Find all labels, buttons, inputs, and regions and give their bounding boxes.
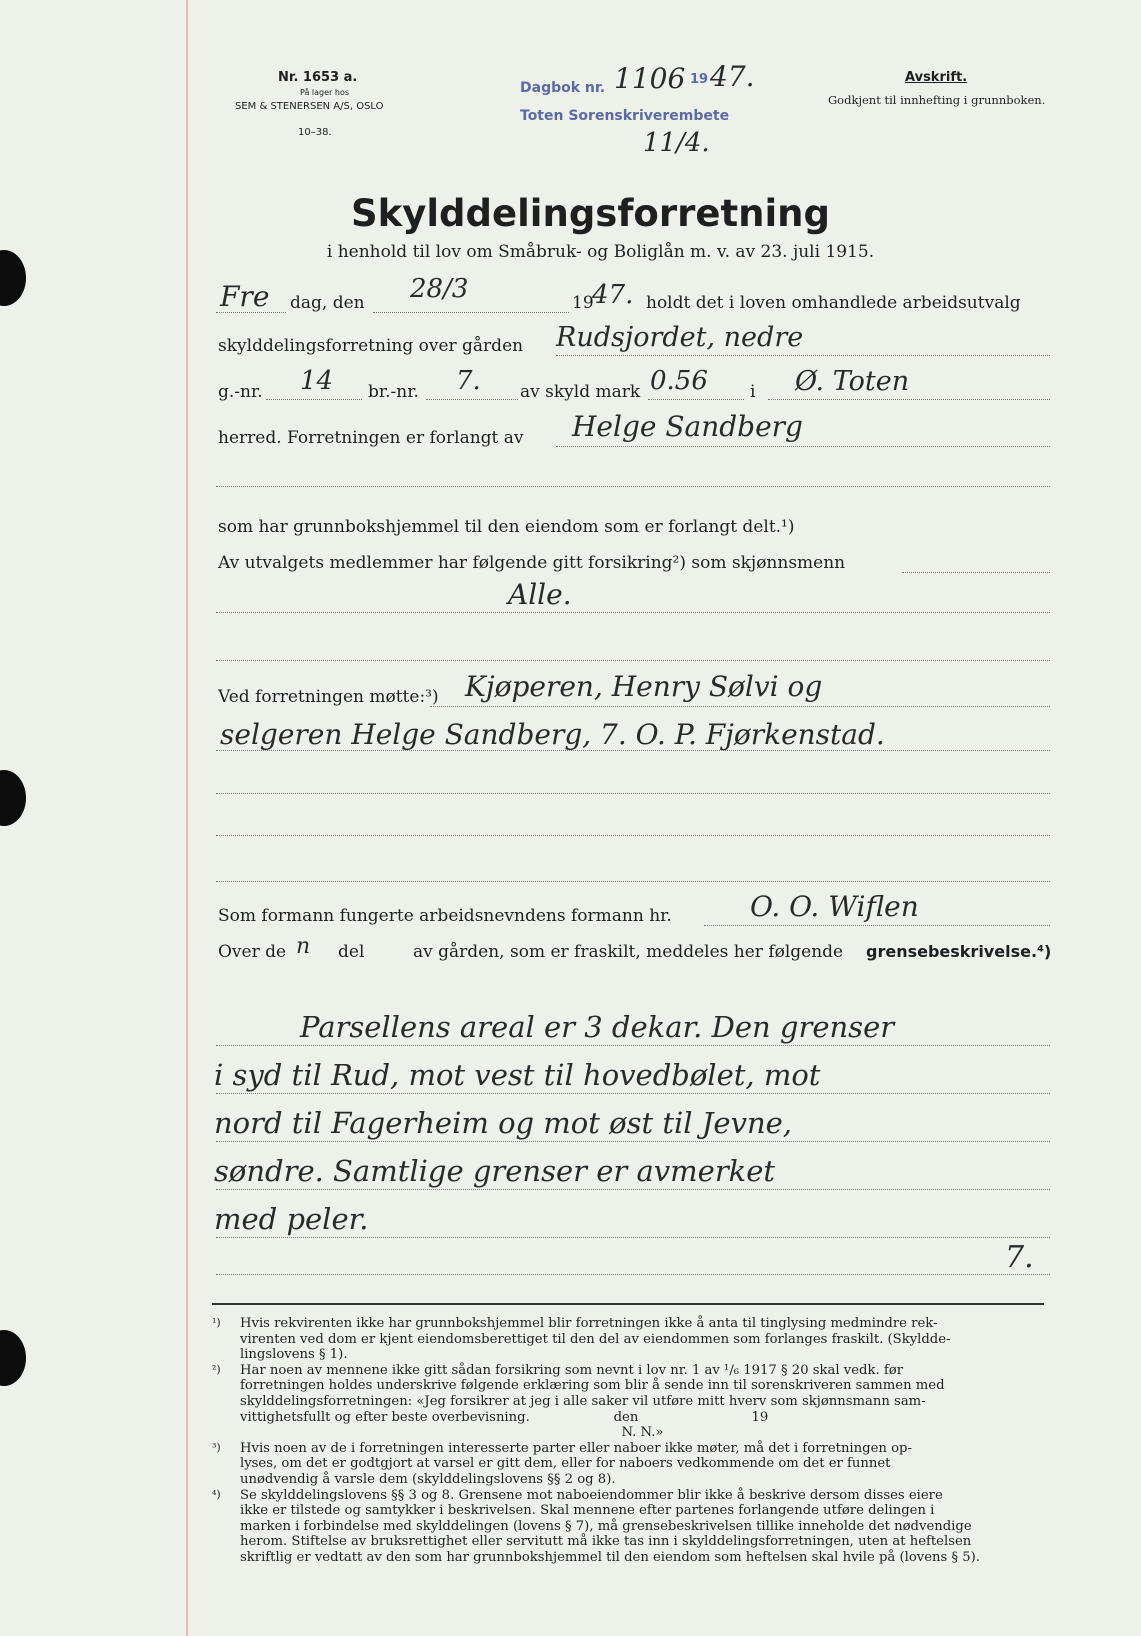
footnote-line: virenten ved dom er kjent eiendomsberettiget til den del av eiendommen som forlanges fraskilt. (Skyldde- (240, 1331, 951, 1347)
footnote-rule (212, 1303, 1044, 1305)
label-forlangt-av: herred. Forretningen er forlangt av (218, 428, 524, 448)
footnote-line: N. N.» (240, 1425, 664, 1441)
label-skyld-mark: av skyld mark (520, 382, 641, 402)
avskrift-label: Avskrift. (905, 70, 968, 85)
date-code: 10–38. (298, 127, 332, 138)
label-gnr: g.-nr. (218, 382, 263, 402)
label-over-de: Over de (218, 942, 287, 962)
hw-del: n (296, 934, 311, 959)
footnote-line: marken i forbindelse med skylddelingen (lovens § 7), må grensebeskrivelsen tillike inneholde det nødvendige (240, 1518, 972, 1534)
hw-date: 28/3 (410, 274, 469, 304)
form-number: Nr. 1653 a. (278, 70, 358, 85)
hw-gnr: 14 (300, 366, 334, 396)
hw-requester: Helge Sandberg (572, 410, 803, 443)
text-utvalgets-medlemmer: Av utvalgets medlemmer har følgende gitt forsikring²) som skjønnsmenn (218, 553, 846, 573)
publisher-line2: SEM & STENERSEN A/S, OSLO (235, 101, 384, 112)
footnote-1 (212, 1316, 1052, 1363)
stamp-year-prefix: 19 (690, 72, 709, 87)
hw-skyld: 0.56 (650, 366, 708, 396)
footnote-line: skylddelingsforretningen: «Jeg forsikrer at jeg i alle saker vil utføre mitt hverv som skjønnsmann sam- (240, 1393, 926, 1409)
hw-description-line: nord til Fagerheim og mot øst til Jevne, (214, 1106, 793, 1140)
hw-description-line: i syd til Rud, mot vest til hovedbølet, mot (214, 1058, 821, 1092)
footnote-2 (212, 1363, 1052, 1441)
footnote-line: lyses, om det er godtgjort at varsel er gitt dem, eller for naboers vedkommende om det er funnet (240, 1456, 891, 1472)
label-year-prefix: 19 (572, 293, 594, 313)
footnote-line: herom. Stiftelse av bruksrettighet eller servitutt må ikke tas inn i skylddelingsforretningen, uten at heftelsen (240, 1534, 972, 1550)
text-grunnbokshjemmel: som har grunnbokshjemmel til den eiendom som er forlangt delt.¹) (218, 517, 795, 537)
stamp-office: Toten Sorenskriverembete (520, 108, 730, 124)
footnote-line: ikke er tilstede og samtykker i beskrivelsen. Skal mennene efter partenes forlangende utføre delingen i (240, 1503, 935, 1519)
hw-attendees-1: Kjøperen, Henry Sølvi og (465, 670, 823, 703)
footnote-line: skriftlig er vedtatt av den som har grunnbokshjemmel til den eiendom som heftelsen skal hvile på (lovens § 5). (240, 1549, 980, 1565)
label-av-garden: av gården, som er fraskilt, meddeles her følgende (413, 942, 844, 962)
footnote-line: forretningen holdes underskrive følgende erklæring som blir å sende inn til sorenskriveren sammen med (240, 1378, 945, 1394)
footnote-4 (212, 1488, 1052, 1566)
stamp-date: 11/4. (643, 128, 710, 158)
footnote-3 (212, 1441, 1052, 1488)
hw-place: Ø. Toten (795, 366, 910, 397)
punch-hole (0, 1330, 26, 1386)
label-del: del (338, 942, 365, 962)
hw-formann: O. O. Wiflen (750, 890, 919, 923)
label-i: i (750, 382, 756, 402)
footnote-line: Har noen av mennene ikke gitt sådan forsikring som nevnt i lov nr. 1 av ¹/₆ 1917 § 20 skal vedk. før (240, 1362, 903, 1378)
hw-alle: Alle. (508, 578, 572, 611)
hw-bnr: 7. (456, 366, 481, 396)
punch-hole (0, 770, 26, 826)
footnote-line: Se skylddelingslovens §§ 3 og 8. Grensene mot naboeiendommer blir ikke å beskrive dersom disses eiere (240, 1487, 943, 1503)
hw-description-line: med peler. (214, 1202, 369, 1236)
godkjent-label: Godkjent til innhefting i grunnboken. (828, 93, 1046, 107)
footnote-mark: ³) (212, 1440, 221, 1454)
label-formann: Som formann fungerte arbeidsnevndens formann hr. (218, 906, 672, 926)
document-title: Skylddelingsforretning (351, 192, 830, 235)
stamp-year: 47. (710, 60, 755, 93)
label-grensebeskrivelse: grensebeskrivelse.⁴) (866, 942, 1052, 961)
label-holdt: holdt det i loven omhandlede arbeidsutvalg (646, 293, 1021, 313)
stamp-dagbok: Dagbok nr. (520, 80, 606, 96)
hw-description-line: søndre. Samtlige grenser er avmerket (214, 1154, 776, 1188)
document-subtitle: i henhold til lov om Småbruk- og Boliglån m. v. av 23. juli 1915. (326, 242, 875, 262)
footnote-mark: ²) (212, 1362, 221, 1376)
label-dag-den: dag, den (290, 293, 365, 313)
hw-farm-name: Rudsjordet, nedre (556, 322, 804, 353)
footnotes (212, 1316, 1052, 1566)
footnote-line: Hvis rekvirenten ikke har grunnbokshjemmel blir forretningen ikke å anta til tinglysing medmindre rek- (240, 1316, 938, 1331)
footnote-line: unødvendig å varsle dem (skylddelingslovens §§ 2 og 8). (240, 1471, 616, 1487)
hw-day: Fre (220, 280, 270, 313)
label-mottet: Ved forretningen møtte:³) (218, 687, 439, 707)
label-bnr: br.-nr. (368, 382, 419, 402)
hw-description-line: Parsellens areal er 3 dekar. Den grenser (300, 1010, 895, 1044)
hw-year: 47. (592, 280, 634, 310)
footnote-line: Hvis noen av de i forretningen interesserte parter eller naboer ikke møter, må det i forretningen op- (240, 1440, 912, 1456)
hw-closing-mark: 7. (1005, 1240, 1034, 1275)
stamp-number: 1106 (614, 62, 686, 95)
publisher-line1: På lager hos (300, 88, 349, 97)
footnote-line: vittighetsfullt og efter beste overbevisning. den 19 (240, 1409, 769, 1425)
footnote-mark: ⁴) (212, 1487, 221, 1501)
footnote-line: lingslovens § 1). (240, 1347, 348, 1363)
footnote-mark: ¹) (212, 1316, 221, 1329)
hw-attendees-2: selgeren Helge Sandberg, 7. O. P. Fjørkenstad. (220, 718, 885, 751)
label-skylddeling-over: skylddelingsforretning over gården (218, 336, 524, 356)
